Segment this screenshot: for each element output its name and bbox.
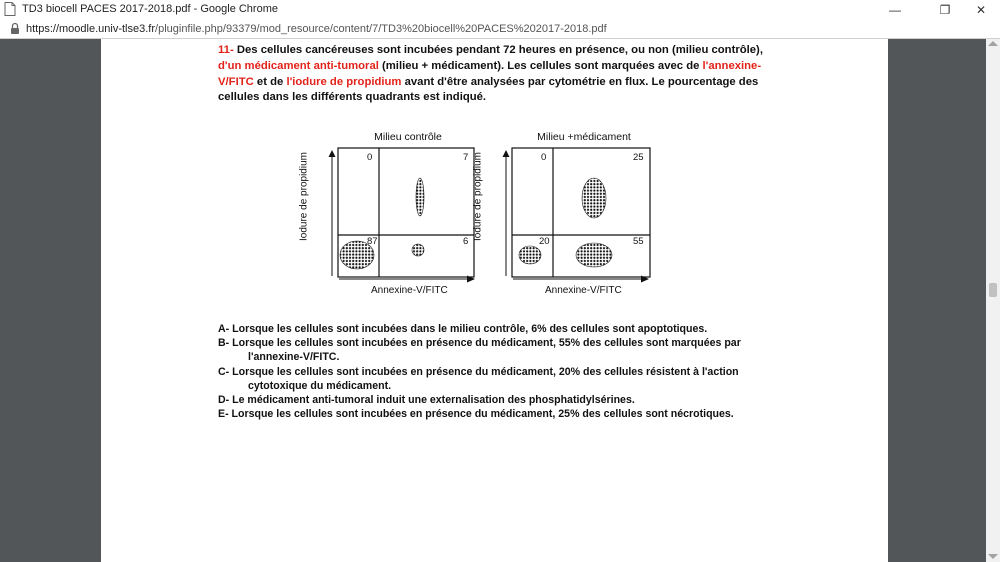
panel-2-xlabel: Annexine-V/FITC <box>545 285 622 296</box>
panel-2-q-bottom-left: 20 <box>539 236 550 247</box>
pdf-viewer[interactable] <box>0 39 1000 562</box>
answer-b <box>218 336 778 364</box>
vertical-scrollbar[interactable] <box>986 39 1000 562</box>
answer-text-cont: cytotoxique du médicament. <box>248 379 392 392</box>
url-text[interactable] <box>26 23 607 35</box>
panel-1-q-bottom-right: 6 <box>463 236 469 247</box>
y-axis-arrowhead <box>329 150 336 157</box>
title-bar <box>0 0 1000 19</box>
cell-cluster-apoptotic <box>576 243 612 267</box>
close-icon: ✕ <box>975 2 987 17</box>
question-seg3: et de <box>253 75 287 88</box>
panel-1-ylabel: Iodure de propidium <box>298 152 310 241</box>
url-host: https://moodle.univ-tlse3.fr <box>26 23 156 35</box>
answer-text: Lorsque les cellules sont incubées dans le milieu contrôle, 6% des cellules sont apoptotiques. <box>229 323 708 335</box>
question-text <box>218 43 778 106</box>
answer-letter: D- <box>218 394 230 407</box>
question-red1: d'un médicament anti-tumoral <box>218 59 379 72</box>
panel-2-title: Milieu +médicament <box>537 131 631 143</box>
pdf-page <box>101 39 888 562</box>
question-red3: l'iodure de propidium <box>286 75 402 88</box>
answer-list <box>218 322 778 421</box>
panel-2-q-bottom-right: 55 <box>633 236 644 247</box>
y-axis-arrowhead <box>503 150 510 157</box>
panel-2-x-axis <box>513 274 653 284</box>
cell-cluster-necrotic <box>416 178 424 216</box>
restore-button[interactable] <box>930 0 960 19</box>
x-axis-arrowhead <box>641 276 649 283</box>
panel-1-q-top-right: 7 <box>463 152 469 163</box>
cell-cluster-live <box>519 246 541 264</box>
answer-text: Le médicament anti-tumoral induit une externalisation des phosphatidylsérines. <box>229 394 635 407</box>
scroll-thumb[interactable] <box>989 283 997 297</box>
cell-cluster-apoptotic <box>412 244 424 256</box>
question-seg1: Des cellules cancéreuses sont incubées pendant 72 heures en présence, ou non (milieu contrôle), <box>233 44 763 56</box>
scroll-down-arrow-icon[interactable] <box>988 554 998 559</box>
answer-e <box>218 407 778 421</box>
minimize-button[interactable] <box>880 0 910 19</box>
panel-1-xlabel: Annexine-V/FITC <box>371 285 448 296</box>
panel-2-plot <box>500 141 652 281</box>
answer-c <box>218 365 778 393</box>
close-button[interactable] <box>966 0 996 19</box>
answer-letter: B- <box>218 337 230 350</box>
address-bar[interactable] <box>0 19 1000 39</box>
cell-cluster-necrotic <box>582 178 606 218</box>
question-seg4: avant d'être analysées par cytométrie en flux. Le pourcentage des cellules dans les différents quadrants est indiqué. <box>218 75 759 104</box>
question-seg2: (milieu + médicament). Les cellules sont marquées avec de <box>378 59 703 72</box>
answer-text: Lorsque les cellules sont incubées en présence du médicament, 55% des cellules sont marquées par <box>229 337 741 350</box>
answer-text: Lorsque les cellules sont incubées en présence du médicament, 20% des cellules résistent à l'action <box>229 365 739 378</box>
window-title: TD3 biocell PACES 2017-2018.pdf - Google Chrome <box>22 3 278 15</box>
answer-letter: C- <box>218 365 230 378</box>
answer-letter: E- <box>218 408 229 421</box>
answer-text: Lorsque les cellules sont incubées en présence du médicament, 25% des cellules sont nécrotiques. <box>228 408 734 421</box>
scroll-up-arrow-icon[interactable] <box>988 41 998 46</box>
answer-text-cont: l'annexine-V/FITC. <box>248 351 340 364</box>
panel-1-title: Milieu contrôle <box>374 131 442 143</box>
question-number: 11- <box>218 44 234 56</box>
lock-icon <box>10 22 20 35</box>
panel-1-plot <box>326 141 478 281</box>
panel-1-q-bottom-left: 87 <box>367 236 378 247</box>
url-path: /pluginfile.php/93379/mod_resource/content/7/TD3%20biocell%20PACES%202017-2018.pdf <box>155 23 607 35</box>
answer-d <box>218 393 778 407</box>
panel-2-q-top-left: 0 <box>541 152 547 163</box>
panel-1-q-top-left: 0 <box>367 152 373 163</box>
question-red2: l'annexine-V/FITC <box>218 59 762 88</box>
panel-2-ylabel: Iodure de propidium <box>472 152 484 241</box>
panel-2-q-top-right: 25 <box>633 152 644 163</box>
document-icon <box>4 2 16 16</box>
panel-1-x-axis <box>339 274 479 284</box>
x-axis-arrowhead <box>467 276 475 283</box>
answer-a <box>218 322 778 336</box>
restore-icon: ❐ <box>939 2 951 17</box>
answer-letter: A- <box>218 323 230 335</box>
minimize-icon: — <box>889 2 901 17</box>
